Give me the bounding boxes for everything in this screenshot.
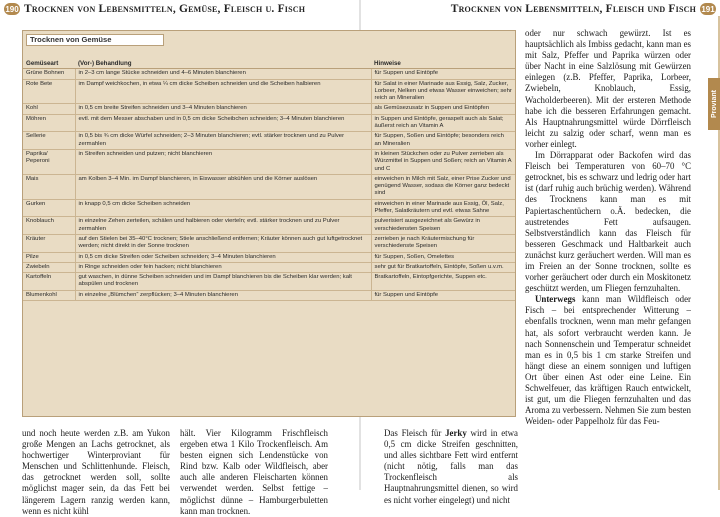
cell-treatment: am Kolben 3–4 Min. im Dampf blanchieren, in Eiswasser abkühlen und die Körner auslösen (75, 174, 371, 199)
page-number-left: 190 (5, 4, 19, 14)
paragraph (384, 428, 518, 506)
cell-notes: einweichen in einer Marinade aus Essig, Öl, Salz, Pfeffer, Salatkräutern und evtl. etwas Sahne (371, 199, 515, 217)
cell-treatment: in 2–3 cm lange Stücke schneiden und 4–6 Minuten blanchieren (75, 69, 371, 79)
cell-treatment: in 0,5 cm breite Streifen schneiden und 3–4 Minuten blanchieren (75, 104, 371, 114)
cell-notes: für Salat in einer Marinade aus Essig, Salz, Zucker, Lorbeer, Nelken und etwas Wasser einweichen; sehr reich an Mineralien (371, 79, 515, 104)
text-column-2 (180, 428, 328, 517)
cell-vegetable: Paprika/ Peperoni (23, 149, 75, 174)
cell-vegetable: Kräuter (23, 234, 75, 252)
cell-notes: für Suppen und Eintöpfe (371, 290, 515, 300)
cell-notes: für Suppen, Soßen und Eintöpfe; besonders reich an Mineralien (371, 132, 515, 150)
cell-notes: Bratkartoffeln, Eintopfgerichte, Suppen etc. (371, 273, 515, 291)
text-run: wird in etwa 0,5 cm dicke Streifen geschnitten, und alles sichtbare Fett wird entfernt (nicht nötig, falls man das Trockenfleisch als Hauptnahrungsmittel dienen, so wird es nicht vorher eingelegt) und nicht (384, 428, 518, 505)
cell-treatment: in 0,5 bis ¾ cm dicke Würfel schneiden; 2–3 Minuten blanchieren; evtl. stärker trocknen und zu Pulver zermahlen (75, 132, 371, 150)
paragraph: Im Dörrapparat oder Backofen wird das Fleisch bei Temperaturen von 60–70 °C getrocknet, bis es schwarz und ledrig oder hart ist (darf ruhig auch brüchig werden). Während des Trocknens kann man es mit Papiertaschentüchern o.Ä. bedecken, die austretendes Fett aufsaugen. Selbstverständlich kann das Fleisch für besseren Geschmack und Haltbarkeit auch zunächst kurz geräuchert werden. Will man es im Freien an der Sonne trocknen, sollte es vorher geräuchert oder durch ein Moskitonetz geschützt werden, um Fliegen fernzuhalten. (525, 150, 691, 294)
cell-notes: als Gemüsezusatz in Suppen und Eintöpfen (371, 104, 515, 114)
cell-notes: für Suppen und Eintöpfe (371, 69, 515, 79)
paragraph (525, 294, 691, 427)
cell-vegetable: Zwiebeln (23, 262, 75, 272)
text-column-4 (525, 28, 691, 427)
header-vegetable: Gemüseart (23, 59, 75, 69)
cell-vegetable: Gurken (23, 199, 75, 217)
section-tab-label: Proviant (710, 89, 718, 118)
right-running-head (451, 2, 716, 16)
text-column-1 (22, 428, 170, 517)
cell-treatment: auf den Stielen bei 35–40°C trocknen; Stiele anschließend entfernen; Kräuter können auch gut luftgetrocknet werden; nicht direkt in der Sonne trocknen (75, 234, 371, 252)
cell-vegetable: Mais (23, 174, 75, 199)
cell-vegetable: Möhren (23, 114, 75, 132)
cell-notes: einweichen in Milch mit Salz, einer Prise Zucker und genügend Wasser, sodass die Körner ganz bedeckt sind (371, 174, 515, 199)
cell-treatment: in einzelne Zehen zerteilen, schälen und halbieren oder vierteln; evtl. stärker trocknen und zu Pulver zermahlen (75, 217, 371, 235)
cell-notes: sehr gut für Bratkartoffeln, Eintöpfe, Soßen u.v.m. (371, 262, 515, 272)
cell-notes: zerrieben je nach Kräutermischung für verschiedenste Speisen (371, 234, 515, 252)
cell-treatment: gut waschen, in dünne Scheiben schneiden und im Dampf blanchieren bis die Scheiben klar werden; kalt abspülen und trocknen (75, 273, 371, 291)
running-head-title-left: Trocknen von Lebensmitteln, Gemüse, Fleisch u. Fisch (24, 3, 306, 15)
cell-notes: in kleinen Stückchen oder zu Pulver zerrieben als Würzmittel in Suppen und Soßen; reich an Vitamin A und C (371, 149, 515, 174)
cell-treatment: in einzelne „Blümchen“ zerpflücken; 3–4 Minuten blanchieren (75, 290, 371, 300)
text-column-3 (384, 428, 518, 506)
cell-vegetable: Blumenkohl (23, 290, 75, 300)
cell-treatment: im Dampf weichkochen, in etwa ¼ cm dicke Scheiben schneiden und die Scheiben halbieren (75, 79, 371, 104)
cell-vegetable: Knoblauch (23, 217, 75, 235)
keyword-unterwegs: Unterwegs (535, 294, 576, 305)
cell-treatment: in Ringe schneiden oder fein hacken; nicht blanchieren (75, 262, 371, 272)
paragraph: hält. Vier Kilogramm Frischfleisch ergeben etwa 1 Kilo Trockenfleisch. Am besten eignen sich Lendenstücke von Rind bzw. Kalb oder Wildfleisch, aber auch alle anderen Fleischarten können verwendet werden. Selbst fettige – möglichst dünne – Hamburgerbuletten kann man trocknen. (180, 428, 328, 516)
paragraph: oder nur schwach gewürzt. Ist es hauptsächlich als Imbiss gedacht, kann man es mit Salz, Pfeffer und Paprika würzen oder über Nacht in eine Salzlösung mit Gewürzen einlegen (z.B. Pfeffer, Paprika, Lorbeer, Zwiebeln, Knoblauch, Essig, Wacholderbeeren). Mit der ersteren Methode habe ich die besseren Erfahrungen gemacht. Als Hauptnahrungsmittel würde Dörrfleisch leicht zu salzig oder scharf, wenn man es vorher einlegt. (525, 28, 691, 149)
cell-vegetable: Pilze (23, 252, 75, 262)
cell-vegetable: Kohl (23, 104, 75, 114)
text-run: kann man Wildfleisch oder Fisch – bei entsprechender Witterung – ebenfalls trocknen, wenn man mehr gefangen hat, als sofort verbraucht werden kann. Je nach Sonnenschein und Temperatur schneidet man es in 0,5 bis 1 cm starke Streifen und hängt diese an einem sonnigen und luftigen Ort über einen Ast oder eine Leine. Ein Schwelfeuer, das kräftigen Rauch entwickelt, ist gut, um die Fliegen fernzuhalten und das Aroma zu verbessern. Nehmen Sie zum besten Weiden- oder Pappelholz für das Feu- (525, 294, 691, 427)
left-running-head (4, 2, 305, 16)
running-head-title-right: Trocknen von Lebensmitteln, Fleisch und Fisch (450, 3, 696, 15)
header-notes: Hinweise (371, 59, 515, 69)
cell-vegetable: Kartoffeln (23, 273, 75, 291)
cell-treatment: evtl. mit dem Messer abschaben und in 0,5 cm dicke Scheibchen schneiden; 3–4 Minuten blanchieren (75, 114, 371, 132)
cell-notes: pulverisiert ausgezeichnet als Gewürz in verschiedensten Speisen (371, 217, 515, 235)
text-run: Das Fleisch für (384, 428, 446, 438)
page-number-right: 191 (701, 4, 715, 14)
cell-treatment: in knapp 0,5 cm dicke Scheiben schneiden (75, 199, 371, 217)
cell-treatment: in 0,5 cm dicke Streifen oder Scheiben schneiden; 3–4 Minuten blanchieren (75, 252, 371, 262)
paragraph: und noch heute werden z.B. am Yukon große Mengen an Lachs getrocknet, als hochwertiger Winterproviant für Menschen und Schlittenhunde. Fleisch, das getrocknet werden soll, sollte möglichst mager sein, da das Fett bei längerem Lagern ranzig werden kann, wenn es nicht kühl (22, 428, 170, 516)
cell-treatment: in Streifen schneiden und putzen; nicht blanchieren (75, 149, 371, 174)
cell-vegetable: Sellerie (23, 132, 75, 150)
header-treatment: (Vor-) Behandlung (75, 59, 371, 69)
table-title: Trocknen von Gemüse (26, 34, 164, 46)
cell-vegetable: Rote Bete (23, 79, 75, 104)
cell-notes: für Suppen, Soßen, Omelettes (371, 252, 515, 262)
cell-vegetable: Grüne Bohnen (23, 69, 75, 79)
section-tab (708, 78, 720, 130)
keyword-jerky: Jerky (445, 428, 467, 438)
cell-notes: in Suppen und Eintöpfe, geraspelt auch als Salat; äußerst reich an Vitamin A (371, 114, 515, 132)
